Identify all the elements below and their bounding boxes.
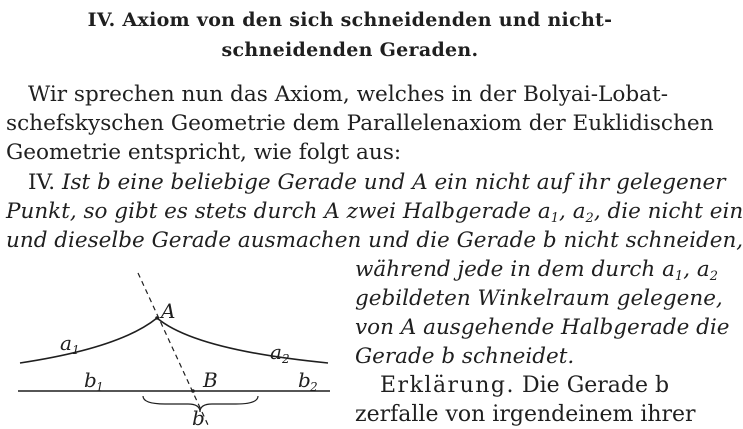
- explanation-line-2: zerfalle von irgendeinem ihrer: [355, 402, 696, 427]
- subscript: 1: [674, 269, 684, 284]
- explanation-label: Erklärung.: [380, 373, 515, 398]
- axiom-text-2a: Punkt, so gibt es stets durch A zwei Halbgerade a: [6, 199, 551, 224]
- subscript: 2: [585, 211, 594, 226]
- figure-sub-a2: 2: [282, 352, 290, 366]
- figure-label-b2: b: [298, 368, 311, 392]
- axiom-line-6: von A ausgehende Halbgerade die: [355, 315, 730, 340]
- explanation-text-1: Die Gerade b: [522, 373, 670, 398]
- halfline-a2: [157, 318, 328, 363]
- section-heading-line2: schneidenden Geraden.: [221, 39, 479, 61]
- figure-label-a1: a: [60, 331, 72, 355]
- subscript: 2: [709, 269, 718, 284]
- axiom-text-2c: , die nicht ein: [593, 199, 743, 224]
- point-A: [155, 316, 159, 320]
- intro-line-2: schefskyschen Geometrie dem Parallelenaxiom der Euklidischen: [6, 111, 714, 136]
- subscript: 1: [550, 211, 560, 226]
- axiom-number: IV.: [28, 170, 56, 195]
- figure-label-b: b: [192, 406, 205, 429]
- figure-label-b1: b: [84, 368, 97, 392]
- figure-sub-b2: 2: [310, 380, 318, 394]
- intro-line-3: Geometrie entspricht, wie folgt aus:: [6, 140, 402, 165]
- axiom-text-2b: , a: [559, 199, 586, 224]
- axiom-text-1: Ist b eine beliebige Gerade und A ein nicht auf ihr gelegener: [61, 170, 726, 195]
- section-heading-line1: IV. Axiom von den sich schneidenden und nicht-: [87, 9, 613, 31]
- figure-sub-b1: 1: [96, 380, 104, 394]
- axiom-line-3: und dieselbe Gerade ausmachen und die Gerade b nicht schneiden,: [6, 228, 743, 253]
- intro-line-1: Wir sprechen nun das Axiom, welches in der Bolyai-Lobat-: [28, 82, 668, 107]
- axiom-text-4a: während jede in dem durch a: [355, 257, 675, 282]
- halfline-a1: [20, 318, 157, 363]
- point-B: [191, 389, 195, 393]
- axiom-line-5: gebildeten Winkelraum gelegene,: [355, 286, 723, 311]
- figure-label-B: B: [203, 368, 218, 392]
- axiom-line-7: Gerade b schneidet.: [355, 344, 575, 369]
- figure-label-a2: a: [270, 340, 282, 364]
- axiom-text-4b: , a: [683, 257, 710, 282]
- figure-sub-a1: 1: [72, 343, 80, 357]
- figure-label-A: A: [161, 299, 176, 323]
